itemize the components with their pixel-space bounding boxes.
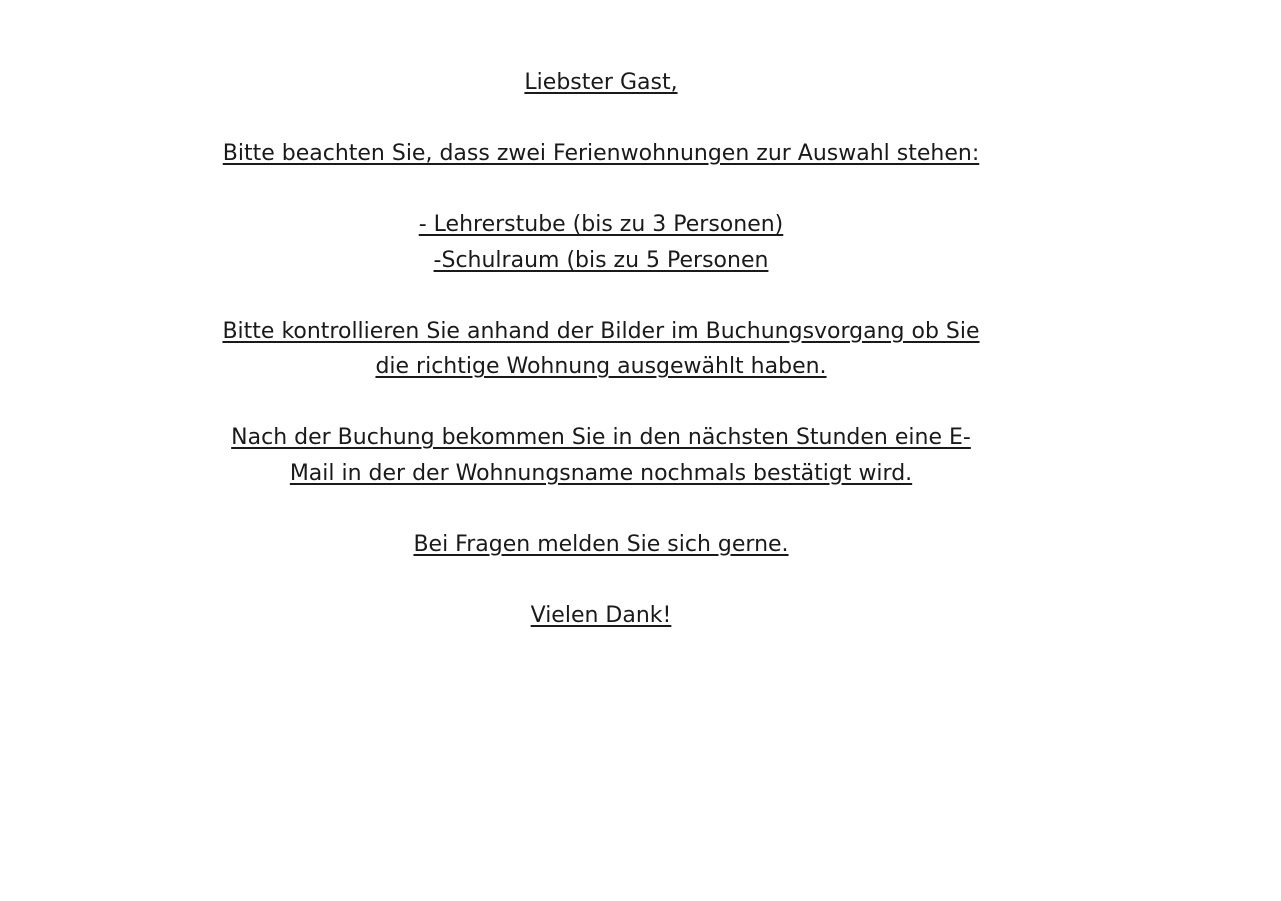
apartment-item — [0, 243, 1202, 279]
questions-line — [0, 527, 1202, 563]
email-text-2: Mail in der der Wohnungsname nochmals bestätigt wird. — [289, 460, 913, 486]
greeting-line — [0, 65, 1202, 101]
spacer — [0, 491, 1202, 527]
apartment-lehrerstube: - Lehrerstube (bis zu 3 Personen) — [418, 212, 784, 237]
spacer — [0, 278, 1202, 314]
questions-text: Bei Fragen melden Sie sich gerne. — [413, 531, 789, 557]
closing-text: Vielen Dank! — [530, 602, 672, 628]
check-line — [0, 349, 1202, 385]
spacer — [0, 101, 1202, 137]
email-line — [0, 456, 1202, 492]
booking-notice — [0, 65, 1202, 633]
intro-line — [0, 136, 1202, 172]
apartment-schulraum: -Schulraum (bis zu 5 Personen — [433, 247, 769, 273]
check-text-1: Bitte kontrollieren Sie anhand der Bilder im Buchungsvorgang ob Sie — [222, 318, 980, 344]
spacer — [0, 172, 1202, 208]
email-line — [0, 420, 1202, 456]
closing-line — [0, 598, 1202, 634]
check-text-2: die richtige Wohnung ausgewählt haben. — [375, 354, 827, 379]
apartment-item — [0, 207, 1202, 243]
email-text-1: Nach der Buchung bekommen Sie in den nächsten Stunden eine E- — [231, 425, 971, 450]
spacer — [0, 385, 1202, 421]
spacer — [0, 562, 1202, 598]
greeting-text: Liebster Gast, — [524, 70, 678, 95]
intro-text: Bitte beachten Sie, dass zwei Ferienwohnungen zur Auswahl stehen: — [222, 141, 980, 166]
check-line — [0, 314, 1202, 350]
